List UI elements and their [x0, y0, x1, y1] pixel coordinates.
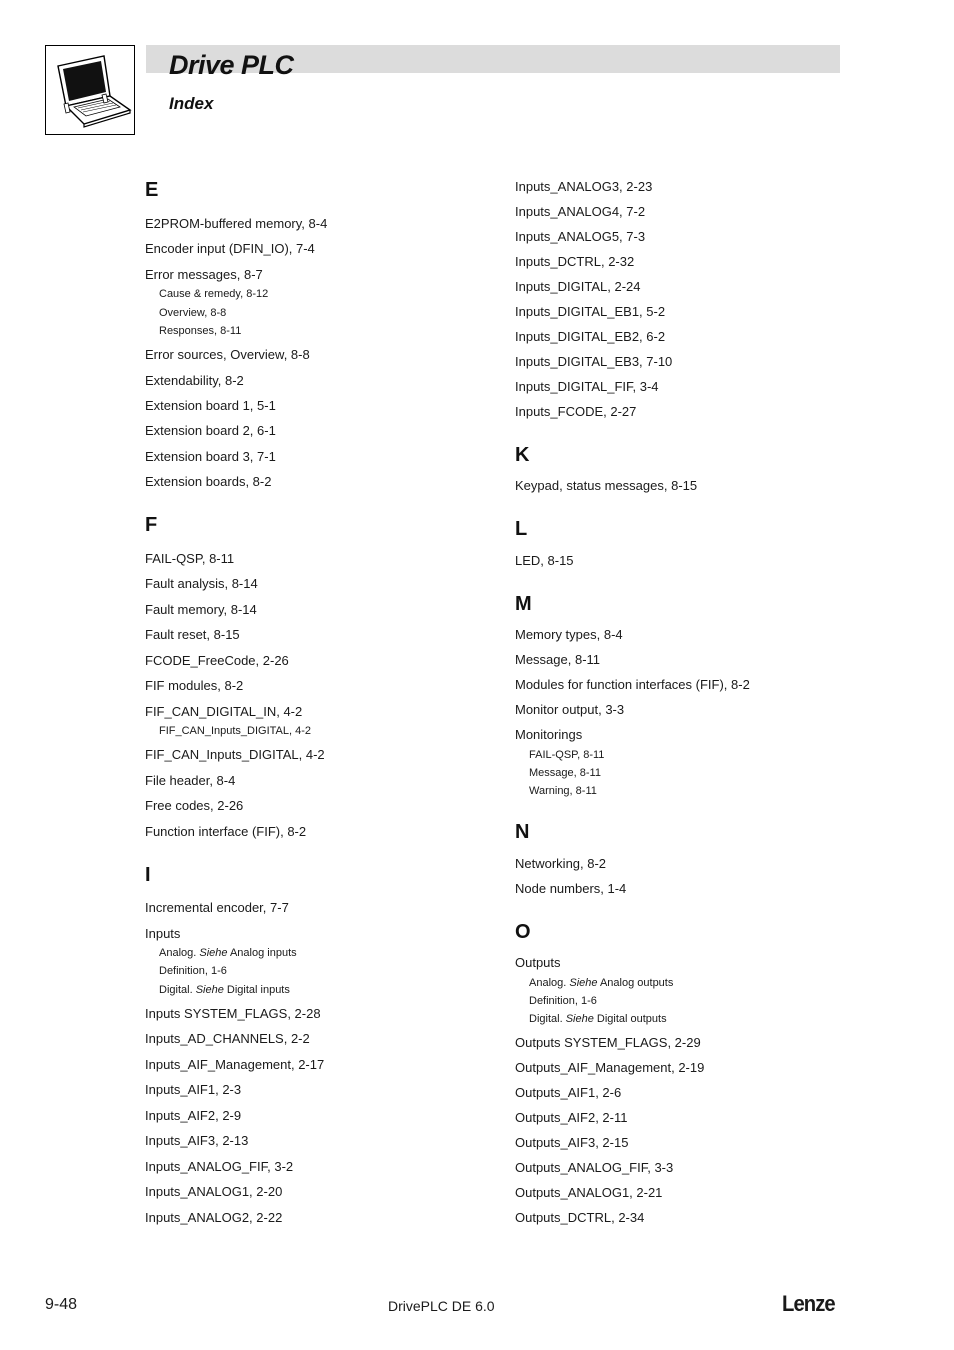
index-entry: Monitor output, 3-3	[515, 702, 625, 717]
index-entry: Extension board 1, 5-1	[145, 398, 276, 413]
index-letter-l: L	[515, 518, 528, 540]
index-entry: Inputs_AIF_Management, 2-17	[145, 1057, 325, 1072]
index-entry: Inputs_ANALOG3, 2-23	[515, 179, 653, 194]
index-entry: FCODE_FreeCode, 2-26	[145, 653, 289, 668]
index-entry: Outputs_DCTRL, 2-34	[515, 1210, 645, 1225]
index-entry: Fault reset, 8-15	[145, 627, 240, 642]
index-subentry: Definition, 1-6	[529, 995, 597, 1007]
index-entry: Inputs_ANALOG5, 7-3	[515, 229, 646, 244]
index-entry: Inputs_DCTRL, 2-32	[515, 254, 635, 269]
index-entry: Inputs_AIF1, 2-3	[145, 1082, 242, 1097]
index-entry: Outputs_AIF3, 2-15	[515, 1135, 629, 1150]
index-entry: Inputs_AIF3, 2-13	[145, 1133, 249, 1148]
index-entry: Outputs SYSTEM_FLAGS, 2-29	[515, 1035, 701, 1050]
index-letter-m: M	[515, 593, 532, 615]
page-number: 9-48	[45, 1296, 78, 1313]
index-subentry: Cause & remedy, 8-12	[159, 288, 269, 300]
index-entry: Inputs SYSTEM_FLAGS, 2-28	[145, 1006, 321, 1021]
index-entry: Outputs_ANALOG1, 2-21	[515, 1185, 663, 1200]
index-entry: Error sources, Overview, 8-8	[145, 347, 310, 362]
index-subentry: Warning, 8-11	[529, 785, 597, 797]
index-entry: Error messages, 8-7	[145, 267, 263, 282]
index-entry: Inputs_DIGITAL_EB1, 5-2	[515, 304, 666, 319]
index-entry: Inputs_ANALOG2, 2-22	[145, 1210, 283, 1225]
index-entry: Inputs_DIGITAL_FIF, 3-4	[515, 379, 659, 394]
index-entry: Modules for function interfaces (FIF), 8-2	[515, 677, 750, 692]
index-entry: Encoder input (DFIN_IO), 7-4	[145, 241, 315, 256]
index-entry: Message, 8-11	[515, 652, 601, 667]
index-entry: Extension board 3, 7-1	[145, 449, 276, 464]
index-letter-i: I	[145, 864, 151, 886]
index-entry: Outputs_AIF1, 2-6	[515, 1085, 622, 1100]
index-entry: FIF_CAN_DIGITAL_IN, 4-2	[145, 704, 303, 719]
lenze-logo: Lenze	[782, 1291, 835, 1316]
index-letter-f: F	[145, 514, 158, 536]
index-entry: Inputs_ANALOG_FIF, 3-2	[145, 1159, 294, 1174]
index-subentry: Analog. Siehe Analog inputs	[159, 947, 297, 959]
laptop-icon	[46, 46, 134, 134]
index-subentry: Definition, 1-6	[159, 965, 227, 977]
index-entry: Inputs_AIF2, 2-9	[145, 1108, 242, 1123]
index-entry: Inputs_DIGITAL_EB2, 6-2	[515, 329, 666, 344]
index-entry: FAIL-QSP, 8-11	[145, 551, 235, 566]
index-entry: Inputs_AD_CHANNELS, 2-2	[145, 1031, 310, 1046]
index-subentry: FAIL-QSP, 8-11	[529, 749, 605, 761]
index-entry: Memory types, 8-4	[515, 627, 623, 642]
index-entry: File header, 8-4	[145, 773, 236, 788]
laptop-icon-frame	[45, 45, 135, 135]
index-entry: Free codes, 2-26	[145, 798, 244, 813]
index-entry: Extension boards, 8-2	[145, 474, 272, 489]
index-entry: LED, 8-15	[515, 553, 574, 568]
index-entry: Inputs_FCODE, 2-27	[515, 404, 637, 419]
index-subentry: Digital. Siehe Digital outputs	[529, 1013, 667, 1025]
index-entry: Inputs_DIGITAL_EB3, 7-10	[515, 354, 673, 369]
index-entry: Node numbers, 1-4	[515, 881, 627, 896]
index-entry: Fault memory, 8-14	[145, 602, 257, 617]
index-entry: E2PROM-buffered memory, 8-4	[145, 216, 328, 231]
index-subentry: Analog. Siehe Analog outputs	[529, 977, 674, 989]
index-subentry: FIF_CAN_Inputs_DIGITAL, 4-2	[159, 725, 312, 737]
index-entry: Monitorings	[515, 727, 583, 742]
index-subentry: Responses, 8-11	[159, 325, 242, 337]
index-entry: Outputs_AIF_Management, 2-19	[515, 1060, 705, 1075]
index-entry: Extension board 2, 6-1	[145, 423, 276, 438]
index-entry: Inputs_ANALOG1, 2-20	[145, 1184, 283, 1199]
document-title: Drive PLC	[169, 50, 294, 80]
index-entry: Keypad, status messages, 8-15	[515, 478, 698, 493]
index-letter-k: K	[515, 444, 530, 466]
index-entry: Outputs	[515, 955, 561, 970]
index-letter-e: E	[145, 179, 159, 201]
document-reference: DrivePLC DE 6.0	[388, 1298, 495, 1314]
index-entry: Inputs_DIGITAL, 2-24	[515, 279, 641, 294]
index-entry: Fault analysis, 8-14	[145, 576, 258, 591]
index-entry: Extendability, 8-2	[145, 373, 244, 388]
index-entry: FIF_CAN_Inputs_DIGITAL, 4-2	[145, 747, 325, 762]
index-entry: Inputs_ANALOG4, 7-2	[515, 204, 646, 219]
index-subentry: Message, 8-11	[529, 767, 601, 779]
index-letter-o: O	[515, 921, 531, 943]
index-entry: FIF modules, 8-2	[145, 678, 244, 693]
index-letter-n: N	[515, 821, 530, 843]
index-entry: Outputs_ANALOG_FIF, 3-3	[515, 1160, 674, 1175]
index-entry: Function interface (FIF), 8-2	[145, 824, 307, 839]
index-subentry: Overview, 8-8	[159, 307, 227, 319]
index-entry: Outputs_AIF2, 2-11	[515, 1110, 628, 1125]
index-entry: Networking, 8-2	[515, 856, 607, 871]
section-title: Index	[169, 94, 214, 113]
index-subentry: Digital. Siehe Digital inputs	[159, 984, 290, 996]
index-entry: Inputs	[145, 926, 181, 941]
index-entry: Incremental encoder, 7-7	[145, 900, 289, 915]
